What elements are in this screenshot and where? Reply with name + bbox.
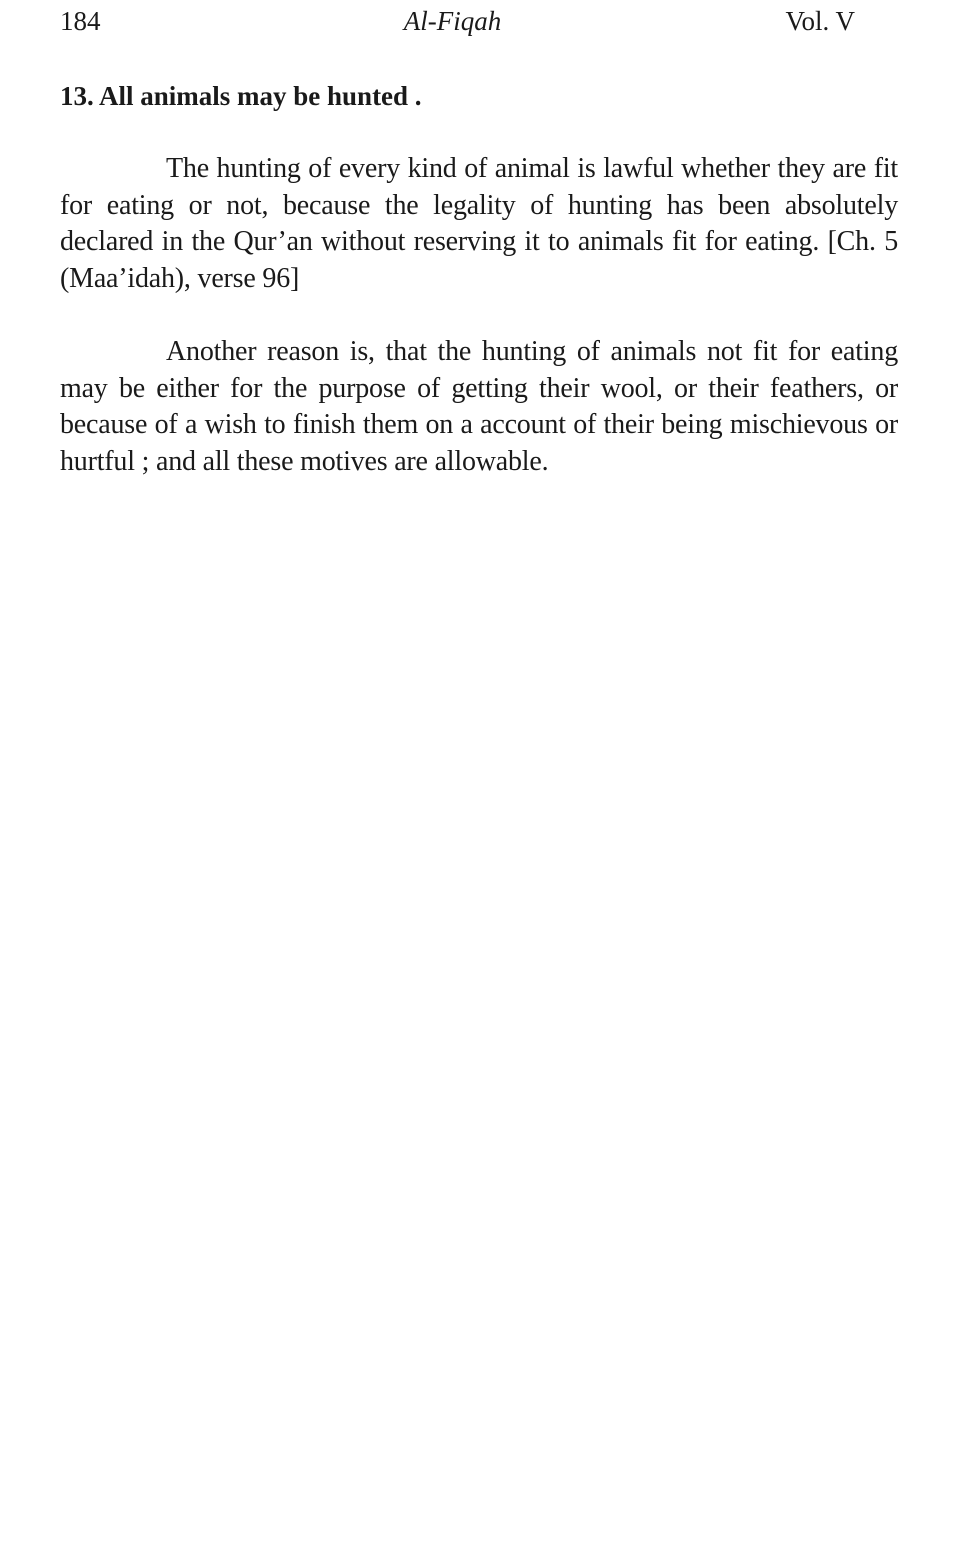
- running-header: [60, 2, 855, 42]
- section-heading: 13. All animals may be hunted .: [60, 81, 422, 111]
- paragraph-another-reason: Another reason is, that the hunting of animals not fit for eating may be either for the purpose of getting their wool, or their feathers, or because of a wish to finish them on a account of their being mischievous or hurtful ; and all these motives are allowable.: [60, 336, 898, 477]
- book-title: Al-Fiqah: [403, 6, 502, 36]
- paragraph-hunting-lawful: The hunting of every kind of animal is lawful whether they are fit for eating or not, because the legality of hunting has been absolutely declared in the Qur’an without reserving it to animals fit for eating. [Ch. 5 (Maa’idah), verse 96]: [60, 153, 898, 294]
- volume-label: Vol. V: [785, 6, 855, 36]
- page-number: 184: [60, 6, 101, 36]
